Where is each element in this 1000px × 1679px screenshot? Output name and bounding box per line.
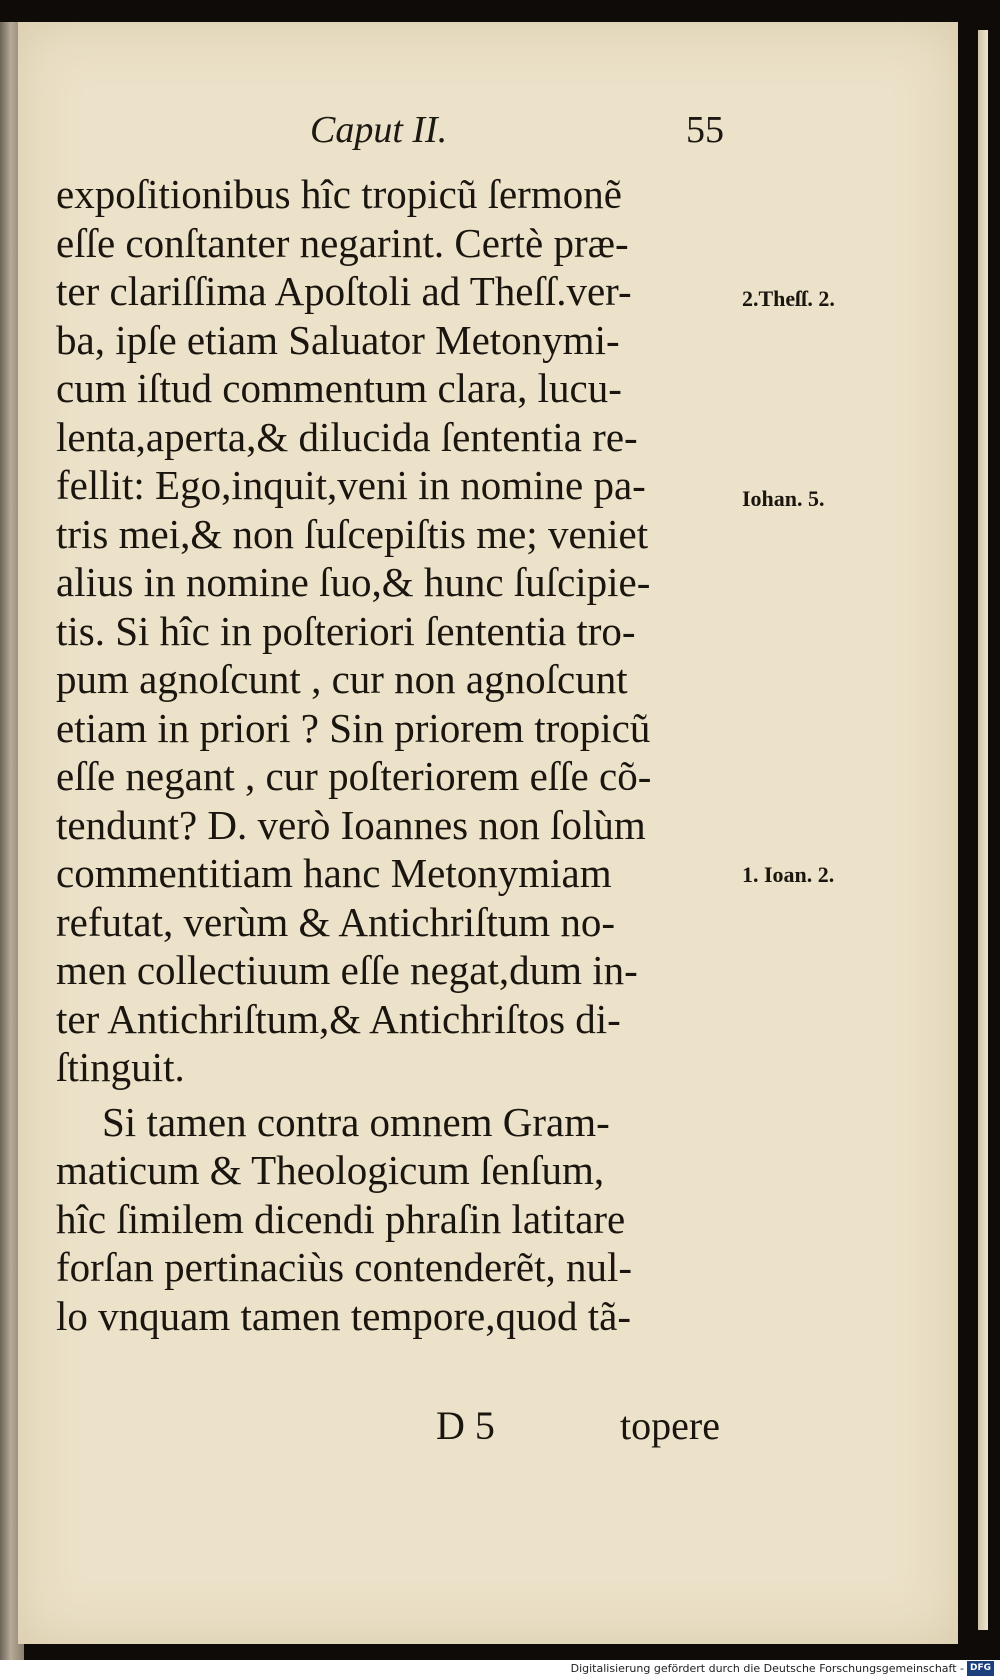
dfg-logo: DFG: [967, 1661, 994, 1676]
text-line: lo vnquam tamen tempore,quod tã-: [56, 1292, 631, 1339]
text-line: alius in nomine ſuo,& hunc ſuſcipie-: [56, 559, 651, 605]
signature-mark: D 5: [436, 1403, 495, 1448]
text-line: refutat, verùm & Antichriſtum no-: [56, 898, 616, 945]
text-line: ba, ipſe etiam Saluator Metonymi-: [56, 316, 620, 363]
margin-note: Iohan. 5.: [742, 486, 825, 511]
text-line: etiam in priori ? Sin priorem tropicũ: [56, 704, 651, 751]
page-edge: [978, 30, 988, 1630]
text-line: lenta,aperta,& dilucida ſententia re-: [56, 413, 638, 460]
text-line: Si tamen contra omnem Gram-: [102, 1098, 610, 1145]
catchword: topere: [620, 1403, 720, 1448]
text-line: ter Antichriſtum,& Antichriſtos di-: [56, 995, 621, 1042]
text-line: ter clariſſima Apoſtoli ad Theſſ.ver-: [56, 268, 632, 314]
text-line: cum iſtud commentum clara, lucu-: [56, 365, 622, 411]
digitization-credit: Digitalisierung gefördert durch die Deutsche Forschungsgemeinschaft -: [570, 1662, 964, 1675]
text-line: expoſitionibus hîc tropicũ ſermonẽ: [56, 171, 622, 217]
text-line: ſtinguit.: [56, 1044, 185, 1090]
body-text: [56, 170, 736, 1340]
text-line: tris mei,& non ſuſcepiſtis me; veniet: [56, 510, 649, 557]
text-line: men collectiuum eſſe negat,dum in-: [56, 947, 638, 993]
text-line: eſſe conſtanter negarint. Certè præ-: [56, 219, 629, 266]
text-line: fellit: Ego,inquit,veni in nomine pa-: [56, 462, 646, 508]
text-line: tendunt? D. verò Ioannes non ſolùm: [56, 801, 646, 848]
margin-note: 1. Ioan. 2.: [742, 862, 835, 887]
text-line: eſſe negant , cur poſteriorem eſſe cõ-: [56, 753, 652, 799]
text-line: forſan pertinaciùs contenderẽt, nul-: [56, 1244, 633, 1290]
text-line: hîc ſimilem dicendi phraſin latitare: [56, 1195, 626, 1242]
margin-note: 2.Theſſ. 2.: [742, 286, 835, 311]
text-line: pum agnoſcunt , cur non agnoſcunt: [56, 656, 628, 702]
page-number: 55: [686, 109, 724, 151]
running-head: Caput II.: [310, 109, 448, 151]
text-line: maticum & Theologicum ſenſum,: [56, 1147, 605, 1193]
text-line: tis. Si hîc in poſteriori ſententia tro-: [56, 607, 636, 654]
text-line: commentitiam hanc Metonymiam: [56, 850, 612, 896]
